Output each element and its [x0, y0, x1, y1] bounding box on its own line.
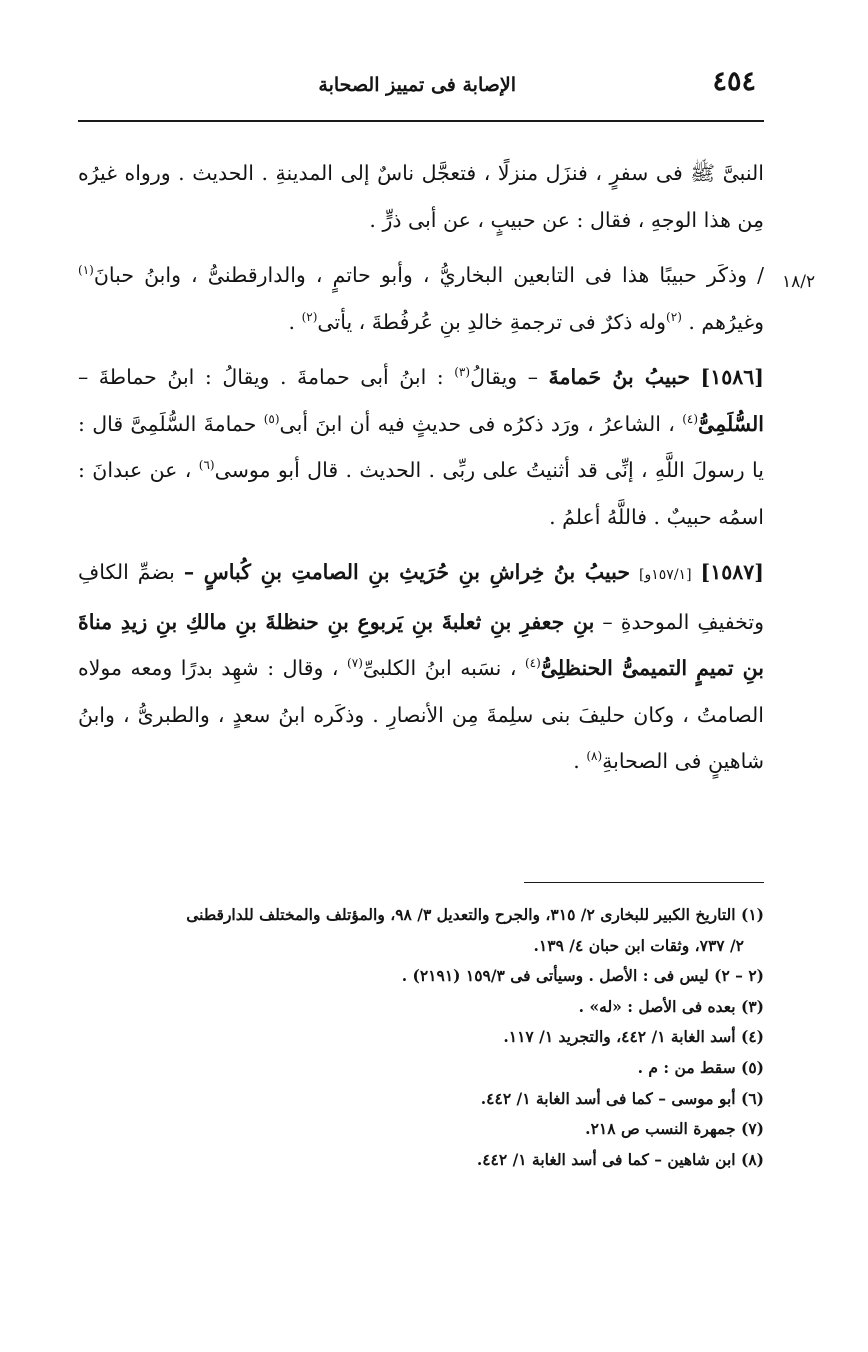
footnote-ref-8: (٨): [586, 749, 603, 764]
page-header: [78, 64, 764, 120]
paragraph-2: [78, 252, 764, 345]
footnote-1-line-2: ٢/ ٧٣٧، وثقات ابن حبان ٤/ ١٣٩.: [533, 935, 744, 955]
entry-number: [١٥٨٦]: [700, 365, 764, 389]
entry-1586-text-e: ، عن عبدانَ : اسمُه حبيبٌ . فاللَّهُ أعلمُ .: [78, 458, 764, 529]
footnote-ref-6: (٦): [198, 458, 215, 473]
footnote-ref-2-open: (٢): [666, 309, 682, 324]
footnote-1-line-1: (١) التاريخ الكبير للبخارى ٢/ ٣١٥، والجرح والتعديل ٣/ ٩٨، والمؤتلف والمختلف للدارقطنى: [186, 905, 764, 924]
footnote-8: (٨) ابن شاهين – كما فى أسد الغابة ١/ ٤٤٢.: [476, 1149, 764, 1169]
footnote-ref-1: (١): [78, 263, 94, 278]
footnote-ref-2-close: (٢): [301, 309, 318, 324]
paragraph-1: [78, 150, 764, 243]
entry-1587-text-a: بضمِّ الكافِ وتخفيفِ الموحدةِ –: [78, 560, 764, 634]
footnote-ref-7: (٧): [347, 656, 363, 671]
footnote-2: (٢ – ٢) ليس فى : الأصل . وسيأتى فى ١٥٩/٣ (٢١٩١) .: [401, 966, 764, 986]
footnote-rule: [524, 882, 764, 883]
manuscript-folio-ref: [١٥٧/١و]: [639, 567, 692, 583]
running-title: الإصابة فى تمييز الصحابة: [318, 74, 516, 96]
entry-nisba: السُّلَمِىُّ: [698, 411, 764, 436]
entry-1586-text-a: – ويقالُ: [470, 365, 549, 389]
footnote-ref-4b: (٤): [524, 656, 541, 671]
footnote-7: (٧) جمهرة النسب ص ٢١٨.: [585, 1119, 764, 1139]
entry-1586-text-b: : ابنُ أبى حمامةَ . ويقالُ : ابنُ حماطةَ –: [78, 365, 455, 389]
paragraph-2-text-d: .: [288, 309, 302, 334]
page-number: ٤٥٤: [712, 66, 756, 97]
footnote-ref-4: (٤): [682, 411, 699, 426]
entry-1586-text-d: حمامةَ السُّلَمِىَّ قال : يا رسولَ اللَّهِ ، إنِّى قد أثنيتُ على ربِّى . الحديث . قال أبو موسى: [78, 411, 764, 482]
footnote-ref-3: (٣): [454, 365, 471, 380]
entry-lineage: بنِ جعفرِ بنِ ثعلبةَ بنِ يَربوعِ بنِ حنظلةَ بنِ مالكِ بنِ زيدِ مناةَ بنِ تميمٍ التميمىُّ الحنظلِىُّ: [78, 609, 764, 680]
entry-1587-text-d: .: [573, 749, 587, 773]
footnote-6: (٦) أبو موسى – كما فى أسد الغابة ١/ ٤٤٢.: [480, 1088, 764, 1108]
entry-1587: [78, 549, 764, 785]
entry-1586-text-c: ، الشاعرُ ، ورَد ذكرُه فى حديثٍ فيه أن ابنَ أبى: [279, 411, 683, 436]
footnote-ref-5: (٥): [263, 411, 280, 426]
footnote-5: (٥) سقط من : م .: [637, 1057, 764, 1077]
header-rule: [78, 120, 764, 122]
paragraph-1-text: النبىَّ ﷺ فى سفرٍ ، فنزَل منزلًا ، فتعجَّل ناسٌ إلى المدينةِ . الحديث . ورواه غيرُه مِن هذا الوجهِ ، فقال : عن حبيبٍ ، عن أبى ذرٍّ .: [78, 161, 764, 232]
paragraph-2-text-a: / وذكَر حبيبًا هذا فى التابعين البخاريُّ ، وأبو حاتمٍ ، والدارقطنىُّ ، وابنُ حبانَ: [93, 263, 764, 287]
footnote-3: (٣) بعده فى الأصل : «له» .: [578, 996, 764, 1016]
entry-name: حبيبُ بنُ خِراشِ بنِ حُرَيثِ بنِ الصامتِ بنِ كُباسٍ –: [183, 560, 631, 584]
margin-volume-page-ref: ١٨/٢: [782, 272, 816, 292]
main-text: [78, 150, 764, 794]
paragraph-2-text-c: وله ذكرٌ فى ترجمةِ خالدِ بنِ عُرفُطةَ ، يأتى: [317, 309, 667, 334]
entry-name: حبيبُ بنُ حَمامةَ: [548, 365, 690, 389]
footnotes: [78, 900, 764, 1175]
entry-1587-text-b: ، نسَبه ابنُ الكلبىِّ: [362, 656, 525, 680]
paragraph-2-text-b: وغيرُهم .: [681, 309, 764, 334]
entry-1587-text-c: ، وقال : شهِد بدرًا ومعه مولاه الصامتُ ، وكان حليفَ بنى سلِمةَ مِن الأنصارِ . وذكَره ابنُ سعدٍ ، والطبرىُّ ، وابنُ شاهينٍ فى الصحابةِ: [78, 656, 764, 773]
entry-1586: [78, 354, 764, 540]
footnote-4: (٤) أسد الغابة ١/ ٤٤٢، والتجريد ١/ ١١٧.: [503, 1027, 764, 1047]
footnote-1: [78, 900, 764, 961]
entry-number: [١٥٨٧]: [700, 560, 764, 584]
